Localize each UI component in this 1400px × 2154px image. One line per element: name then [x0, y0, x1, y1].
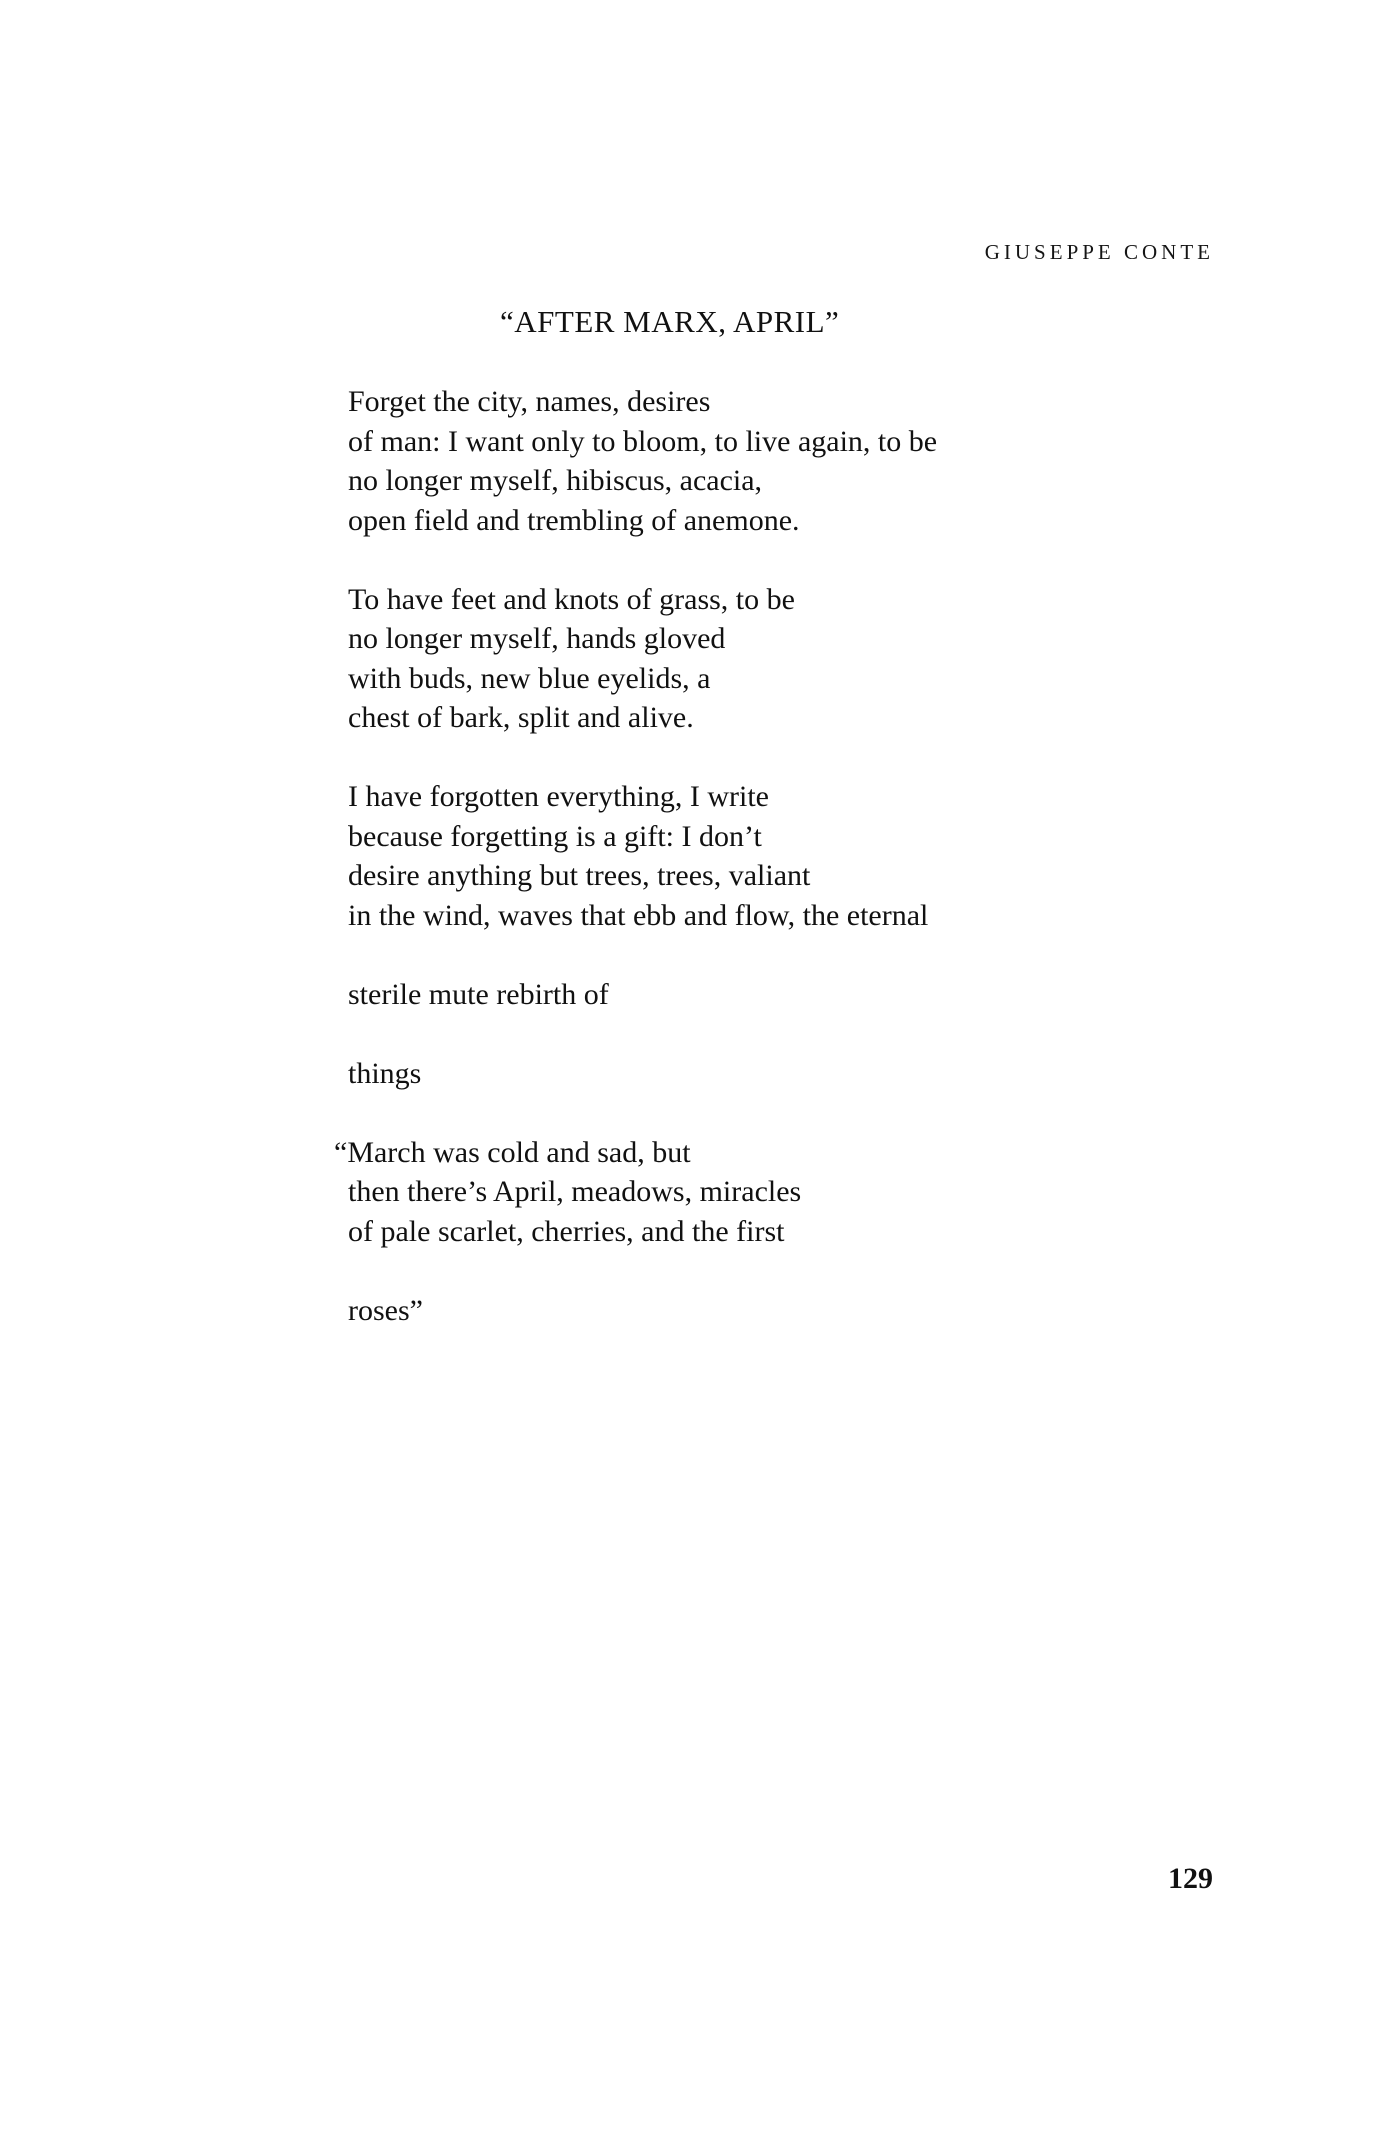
poem-line: no longer myself, hands gloved: [348, 622, 726, 655]
poem-line: “March was cold and sad, but: [334, 1135, 691, 1169]
stanza-2: [348, 580, 937, 738]
poem-line: then there’s April, meadows, miracles: [348, 1175, 802, 1208]
poem-line: things: [348, 1056, 422, 1090]
poem-line: desire anything but trees, trees, valiant: [348, 859, 811, 892]
poem-line: I have forgotten everything, I write: [348, 780, 769, 813]
poem-line: roses”: [348, 1293, 423, 1327]
running-head-author: GIUSEPPE CONTE: [984, 240, 1214, 264]
poem-line: open field and trembling of anemone.: [348, 503, 800, 537]
stanza-5: [348, 1054, 937, 1094]
poem-line: of man: I want only to bloom, to live again, to be: [348, 424, 938, 458]
poem-line: with buds, new blue eyelids, a: [348, 661, 711, 695]
poem-line: of pale scarlet, cherries, and the first: [348, 1214, 785, 1248]
poem-line: chest of bark, split and alive.: [348, 701, 694, 734]
poem-line: in the wind, waves that ebb and flow, the eternal: [348, 898, 929, 932]
stanza-4: [348, 975, 937, 1015]
poem-title: “AFTER MARX, APRIL”: [500, 304, 840, 339]
stanza-6: [334, 1133, 937, 1252]
poem-line: no longer myself, hibiscus, acacia,: [348, 464, 763, 497]
stanza-1: [348, 382, 937, 540]
stanza-7: [348, 1291, 937, 1331]
poem-line: To have feet and knots of grass, to be: [348, 582, 795, 616]
poem-line: Forget the city, names, desires: [348, 385, 711, 418]
page-number: 129: [1168, 1862, 1213, 1895]
stanza-3: [348, 777, 937, 935]
poem-line: sterile mute rebirth of: [348, 977, 609, 1011]
poem-body: [334, 382, 938, 1370]
poem-line: because forgetting is a gift: I don’t: [348, 819, 762, 853]
